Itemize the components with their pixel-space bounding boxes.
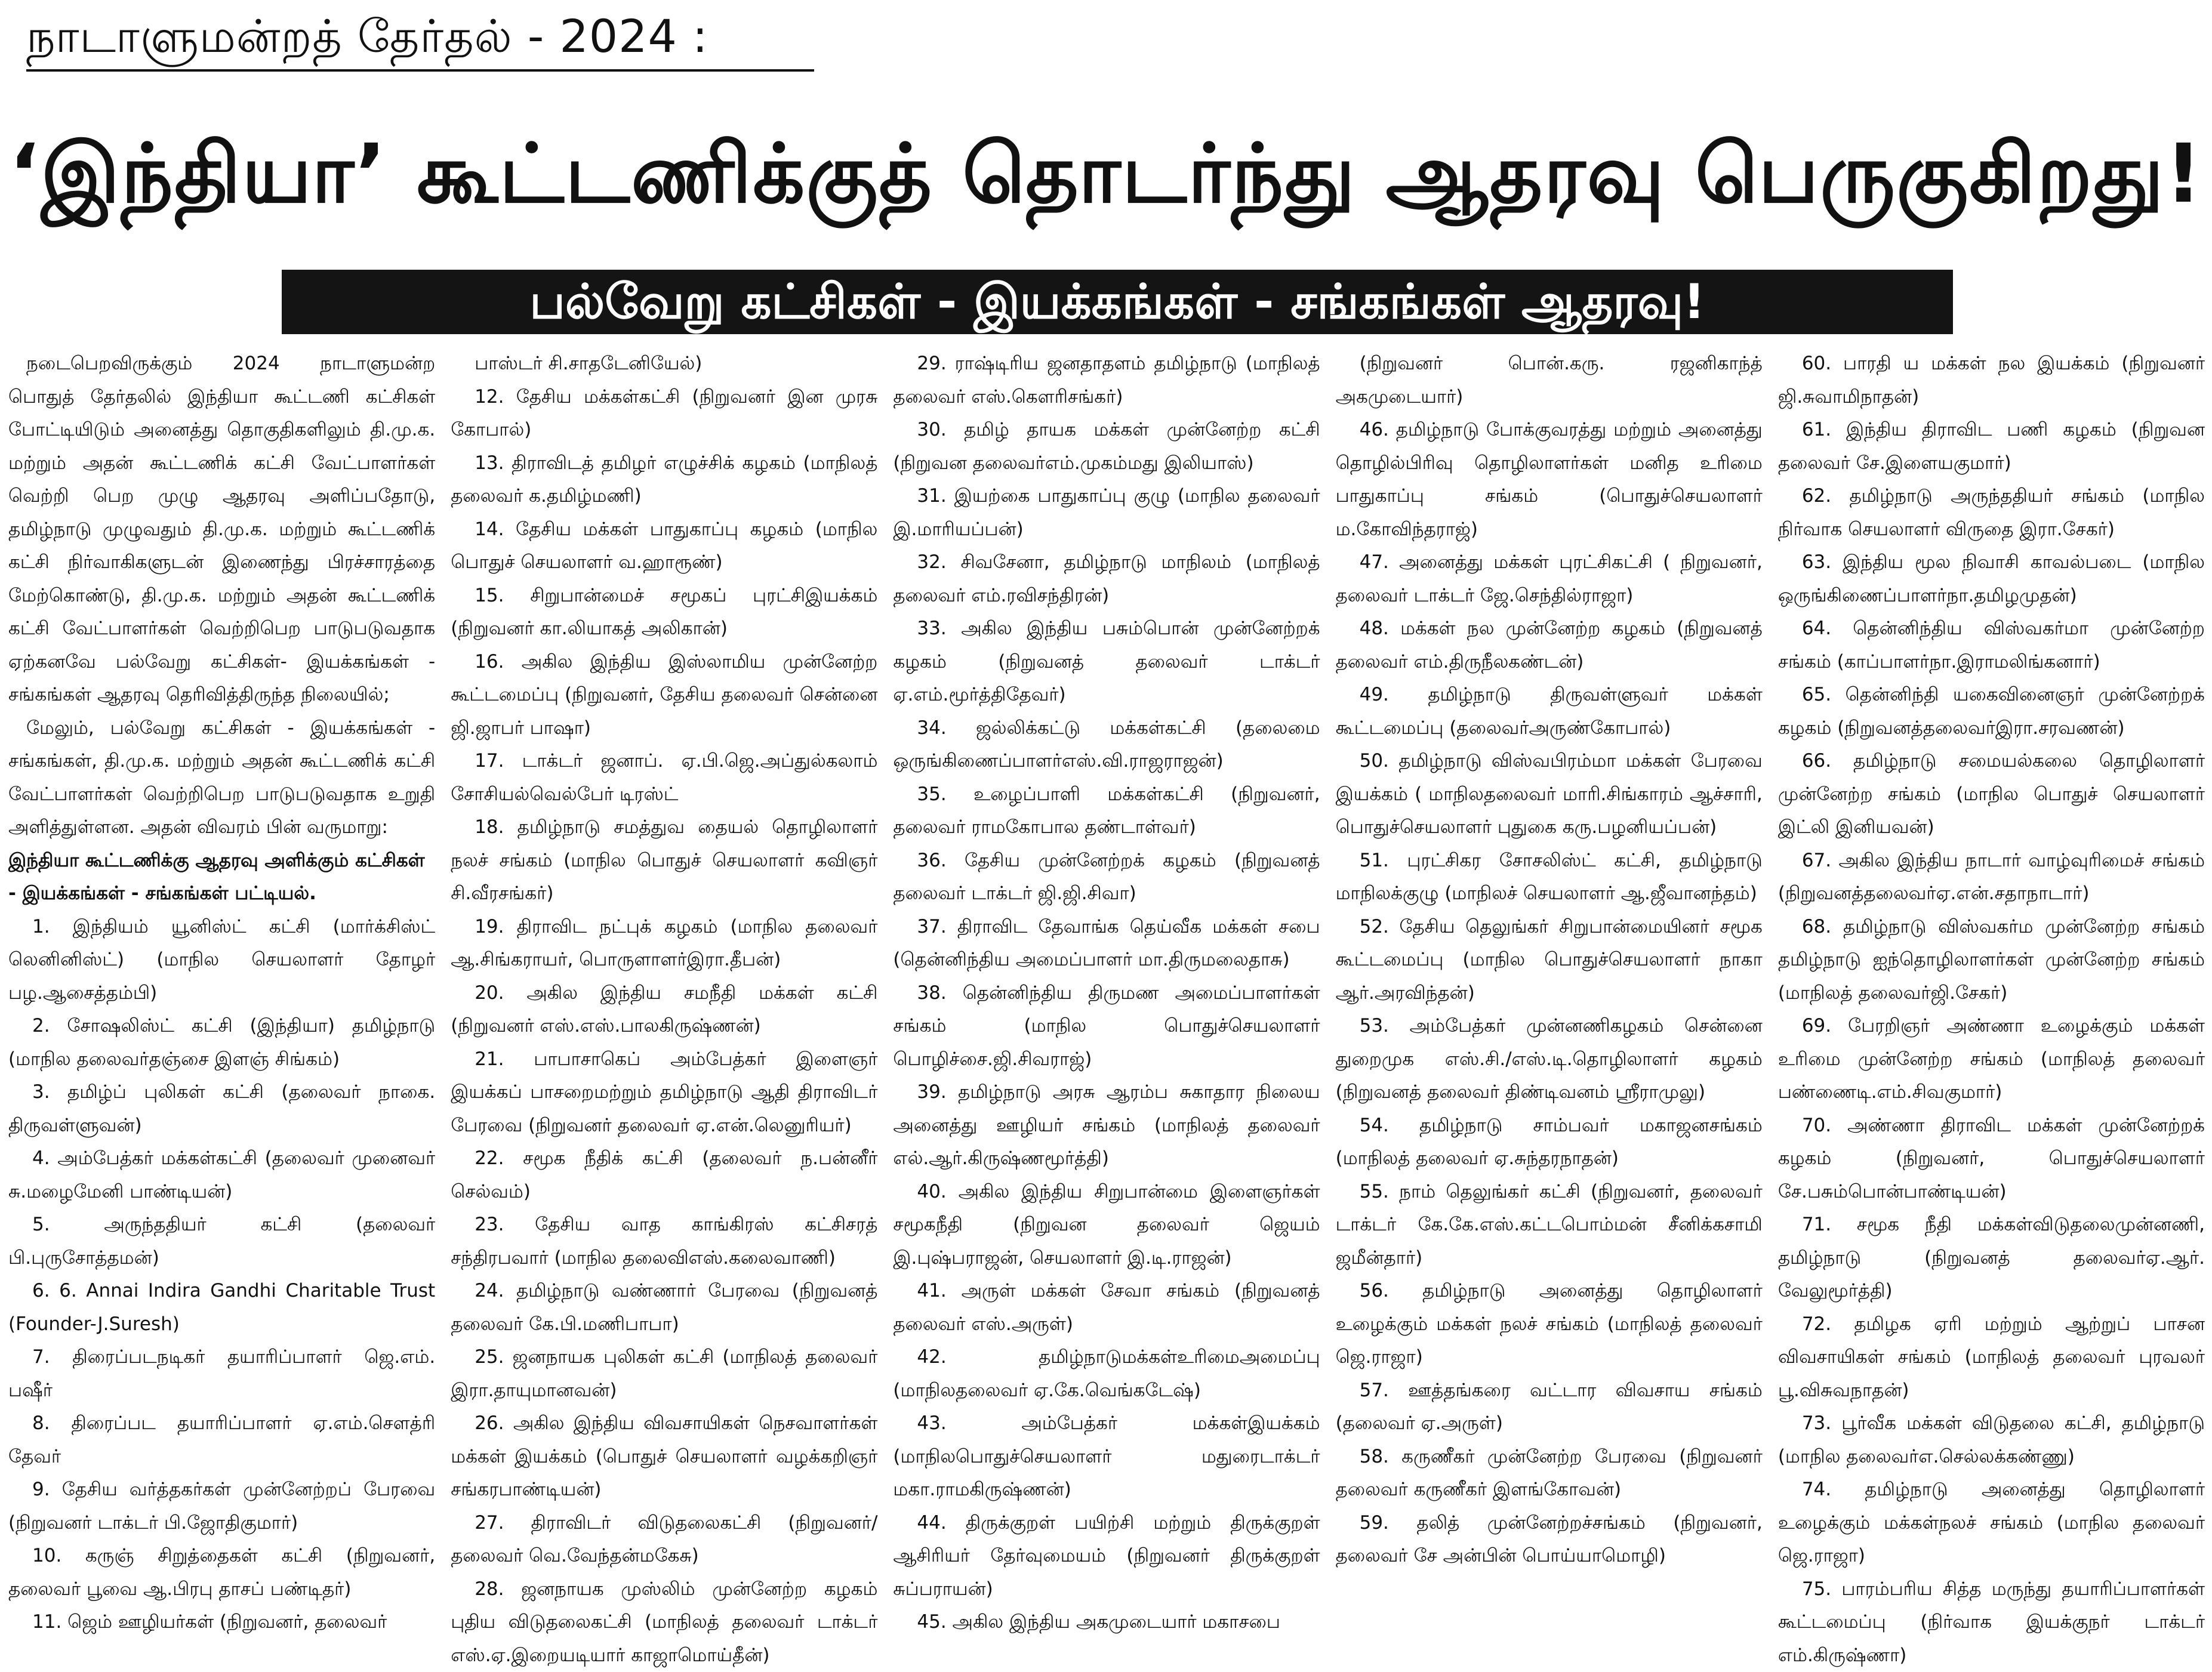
list-item: 35. உழைப்பாளி மக்கள்கட்சி (நிறுவனர், தலைவர் ராமகோபால தண்டாள்வர்) (893, 778, 1320, 844)
list-item: 20. அகில இந்திய சமநீதி மக்கள் கட்சி (நிறுவனர் எஸ்.எஸ்.பாலகிருஷ்ணன்) (451, 977, 877, 1043)
list-item: 62. தமிழ்நாடு அருந்ததியர் சங்கம் (மாநில நிர்வாக செயலாளர் விருதை இரா.சேகர்) (1778, 480, 2205, 546)
list-item: 9. தேசிய வர்த்தகர்கள் முன்னேற்றப் பேரவை (நிறுவனர் டாக்டர் பி.ஜோதிகுமார்) (8, 1473, 435, 1540)
list-item: 18. தமிழ்நாடு சமத்துவ தையல் தொழிலாளர் நலச் சங்கம் (மாநில பொதுச் செயலாளர் கவிஞர் சி.வீரசங்கர்) (451, 811, 877, 911)
list-item: 75. பாரம்பரிய சித்த மருந்து தயாரிப்பாளர்கள் கூட்டமைப்பு (நிர்வாக இயக்குநர் டாக்டர் எம்.கிருஷ்ணா) (1778, 1573, 2205, 1672)
list-item: பாஸ்டர் சி.சாதடேனியேல்) (451, 347, 877, 381)
list-item: 58. கருணீகர் முன்னேற்ற பேரவை (நிறுவனர் தலைவர் கருணீகர் இளங்கோவன்) (1336, 1440, 1763, 1507)
list-item: 66. தமிழ்நாடு சமையல்கலை தொழிலாளர் முன்னேற்ற சங்கம் (மாநில பொதுச் செயலாளர் இட்லி இனியவன்) (1778, 745, 2205, 844)
list-item: 45. அகில இந்திய அகமுடையார் மகாசபை (893, 1606, 1320, 1639)
article-column-2 (451, 347, 877, 1402)
list-item: 54. தமிழ்நாடு சாம்பவர் மகாஜனசங்கம் (மாநிலத் தலைவர் ஏ.சுந்தரநாதன்) (1336, 1109, 1763, 1176)
list-item: 50. தமிழ்நாடு விஸ்வபிரம்மா மக்கள் பேரவை இயக்கம் ( மாநிலதலைவர் மாரி.சிங்காரம் ஆச்சாரி, பொதுச்செயலாளர் புதுகை கரு.பழனியப்பன்) (1336, 745, 1763, 844)
list-item: 68. தமிழ்நாடு விஸ்வகர்ம முன்னேற்ற சங்கம் தமிழ்நாடு ஐந்தொழிலாளர்கள் முன்னேற்ற சங்கம் (மாநிலத் தலைவர்ஜி.சேகர்) (1778, 911, 2205, 1010)
list-item: 25. ஜனநாயக புலிகள் கட்சி (மாநிலத் தலைவர் இரா.தாயுமானவன்) (451, 1341, 877, 1407)
article-column-4 (1336, 347, 1763, 1402)
list-item: 71. சமூக நீதி மக்கள்விடுதலைமுன்னணி, தமிழ்நாடு (நிறுவனத் தலைவர்ஏ.ஆர். வேலுமூர்த்தி) (1778, 1208, 2205, 1308)
list-item: 57. ஊத்தங்கரை வட்டார விவசாய சங்கம் (தலைவர் ஏ.அருள்) (1336, 1374, 1763, 1440)
list-item: 65. தென்னிந்தி யகைவினைஞர் முன்னேற்றக் கழகம் (நிறுவனத்தலைவர்இரா.சரவணன்) (1778, 678, 2205, 745)
list-item: 30. தமிழ் தாயக மக்கள் முன்னேற்ற கட்சி (நிறுவன தலைவர்எம்.முகம்மது இலியாஸ்) (893, 414, 1320, 480)
list-items (1336, 347, 1763, 1573)
list-item: 67. அகில இந்திய நாடார் வாழ்வுரிமைச் சங்கம் (நிறுவனத்தலைவர்ஏ.என்.சதாநாடார்) (1778, 844, 2205, 911)
list-item: 10. கருஞ் சிறுத்தைகள் கட்சி (நிறுவனர், தலைவர் பூவை ஆ.பிரபு தாசப் பண்டிதர்) (8, 1540, 435, 1606)
list-item: 63. இந்திய மூல நிவாசி காவல்படை (மாநில ஒருங்கிணைப்பாளர்நா.தமிழமுதன்) (1778, 546, 2205, 612)
list-item: 31. இயற்கை பாதுகாப்பு குழு (மாநில தலைவர் இ.மாரியப்பன்) (893, 480, 1320, 546)
subheadline-banner: பல்வேறு கட்சிகள் - இயக்கங்கள் - சங்கங்கள் ஆதரவு! (282, 270, 1953, 334)
list-item: 52. தேசிய தெலுங்கர் சிறுபான்மையினர் சமூக கூட்டமைப்பு (மாநில பொதுச்செயலாளர் நாகா ஆர்.அரவிந்தன்) (1336, 911, 1763, 1010)
list-item: 5. அருந்ததியர் கட்சி (தலைவர் பி.புருசோத்தமன்) (8, 1208, 435, 1275)
list-item: 64. தென்னிந்திய விஸ்வகர்மா முன்னேற்ற சங்கம் (காப்பாளர்நா.இராமலிங்கனார்) (1778, 612, 2205, 678)
list-item: 29. ராஷ்டிரிய ஜனதாதளம் தமிழ்நாடு (மாநிலத் தலைவர் எஸ்.கௌரிசங்கர்) (893, 347, 1320, 414)
list-item: 23. தேசிய வாத காங்கிரஸ் கட்சிசரத் சந்திரபவார் (மாநில தலைவிஎஸ்.கலைவாணி) (451, 1208, 877, 1275)
list-item: 24. தமிழ்நாடு வண்ணார் பேரவை (நிறுவனத் தலைவர் கே.பி.மணிபாபா) (451, 1275, 877, 1341)
list-item: 73. பூர்வீக மக்கள் விடுதலை கட்சி, தமிழ்நாடு (மாநில தலைவர்எ.செல்லக்கண்ணு) (1778, 1407, 2205, 1473)
list-items (451, 347, 877, 1672)
list-item: 69. பேரறிஞர் அண்ணா உழைக்கும் மக்கள் உரிமை முன்னேற்ற சங்கம் (மாநிலத் தலைவர் பண்ணைடி.எம்.சிவகுமார்) (1778, 1010, 2205, 1109)
list-item: 15. சிறுபான்மைச் சமூகப் புரட்சிஇயக்கம் (நிறுவனர் கா.லியாகத் அலிகான்) (451, 579, 877, 646)
list-items (893, 347, 1320, 1639)
article-column-5 (1778, 347, 2205, 1402)
list-item: 39. தமிழ்நாடு அரசு ஆரம்ப சுகாதார நிலைய அனைத்து ஊழியர் சங்கம் (மாநிலத் தலைவர் எல்.ஆர்.கிருஷ்ணமூர்த்தி) (893, 1076, 1320, 1176)
list-items (8, 911, 435, 1639)
list-item: 55. நாம் தெலுங்கர் கட்சி (நிறுவனர், தலைவர் டாக்டர் கே.கே.எஸ்.கட்டபொம்மன் சீனிக்கசாமி ஜமீன்தார்) (1336, 1176, 1763, 1275)
headline: ‘இந்தியா’ கூட்டணிக்குத் தொடர்ந்து ஆதரவு பெருகுகிறது! (0, 73, 2212, 276)
list-item: 4. அம்பேத்கர் மக்கள்கட்சி (தலைவர் முனைவர் சு.மழைமேனி பாண்டியன்) (8, 1142, 435, 1208)
list-item: 60. பாரதி ய மக்கள் நல இயக்கம் (நிறுவனர் ஜி.சுவாமிநாதன்) (1778, 347, 2205, 414)
list-item: 74. தமிழ்நாடு அனைத்து தொழிலாளர் உழைக்கும் மக்கள்நலச் சங்கம் (மாநில தலைவர் ஜெ.ராஜா) (1778, 1473, 2205, 1573)
list-item: 53. அம்பேத்கர் முன்னணிகழகம் சென்னை துறைமுக எஸ்.சி./எஸ்.டி.தொழிலாளர் கழகம் (நிறுவனத் தலைவர் திண்டிவனம் ஸ்ரீராமுலு) (1336, 1010, 1763, 1109)
list-item: 51. புரட்சிகர சோசலிஸ்ட் கட்சி, தமிழ்நாடு மாநிலக்குழு (மாநிலச் செயலாளர் ஆ.ஜீவானந்தம்) (1336, 844, 1763, 911)
list-item: 19. திராவிட நட்புக் கழகம் (மாநில தலைவர் ஆ.சிங்கராயர், பொருளாளர்இரா.தீபன்) (451, 911, 877, 977)
list-item: 59. தலித் முன்னேற்றச்சங்கம் (நிறுவனர், தலைவர் சே அன்பின் பொய்யாமொழி) (1336, 1507, 1763, 1573)
intro-paragraph: மேலும், பல்வேறு கட்சிகள் - இயக்கங்கள் - சங்கங்கள், தி.மு.க. மற்றும் அதன் கூட்டணிக் கட்சி வேட்பாளர்கள் வெற்றிபெற பாடுபடுவதாக உறுதி அளித்துள்ளன. அதன் விவரம் பின் வருமாறு: (8, 712, 435, 844)
article-column-3 (893, 347, 1320, 1402)
list-item: 49. தமிழ்நாடு திருவள்ளுவர் மக்கள் கூட்டமைப்பு (தலைவர்அருண்கோபால்) (1336, 678, 1763, 745)
article-body (8, 347, 2205, 1402)
list-item: 38. தென்னிந்திய திருமண அமைப்பாளர்கள் சங்கம் (மாநில பொதுச்செயலாளர் பொழிச்சை.ஜி.சிவராஜ்) (893, 977, 1320, 1076)
list-title: இந்தியா கூட்டணிக்கு ஆதரவு அளிக்கும் கட்சிகள் - இயக்கங்கள் - சங்கங்கள் பட்டியல். (8, 844, 435, 911)
intro-paragraph: நடைபெறவிருக்கும் 2024 நாடாளுமன்ற பொதுத் தேர்தலில் இந்தியா கூட்டணி கட்சிகள் போட்டியிடும் அனைத்து தொகுதிகளிலும் தி.மு.க. மற்றும் அதன் கூட்டணிக் கட்சி வேட்பாளர்கள் வெற்றி பெற முழு ஆதரவு அளிப்பதோடு, தமிழ்நாடு முழுவதும் தி.மு.க. மற்றும் கூட்டணிக் கட்சி நிர்வாகிகளுடன் இணைந்து பிரச்சாரத்தை மேற்கொண்டு, தி.மு.க. மற்றும் அதன் கூட்டணிக் கட்சி வேட்பாளர்கள் வெற்றிபெற பாடுபடுவதாக ஏற்கனவே பல்வேறு கட்சிகள்- இயக்கங்கள் - சங்கங்கள் ஆதரவு தெரிவித்திருந்த நிலையில்; (8, 347, 435, 712)
list-item: (நிறுவனர் பொன்.கரு. ரஜனிகாந்த் அகமுடையார்) (1336, 347, 1763, 414)
list-item: 27. திராவிடர் விடுதலைகட்சி (நிறுவனர்/ தலைவர் வெ.வேந்தன்மகேசு) (451, 1507, 877, 1573)
list-item: 16. அகில இந்திய இஸ்லாமிய முன்னேற்ற கூட்டமைப்பு (நிறுவனர், தேசிய தலைவர் சென்னை ஜி.ஜாபர் பாஷா) (451, 646, 877, 745)
list-item: 41. அருள் மக்கள் சேவா சங்கம் (நிறுவனத் தலைவர் எஸ்.அருள்) (893, 1275, 1320, 1341)
list-item: 33. அகில இந்திய பசும்பொன் முன்னேற்றக் கழகம் (நிறுவனத் தலைவர் டாக்டர் ஏ.எம்.மூர்த்திதேவர்) (893, 612, 1320, 712)
list-item: 44. திருக்குறள் பயிற்சி மற்றும் திருக்குறள் ஆசிரியர் தேர்வுமையம் (நிறுவனர் திருக்குறள் சுப்பராயன்) (893, 1507, 1320, 1606)
list-item: 70. அண்ணா திராவிட மக்கள் முன்னேற்றக் கழகம் (நிறுவனர், பொதுச்செயலாளர் சே.பசும்பொன்பாண்டியன்) (1778, 1109, 2205, 1209)
list-item: 48. மக்கள் நல முன்னேற்ற கழகம் (நிறுவனத் தலைவர் எம்.திருநீலகண்டன்) (1336, 612, 1763, 678)
list-item: 1. இந்தியம் யூனிஸ்ட் கட்சி (மார்க்சிஸ்ட் லெனினிஸ்ட்) (மாநில செயலாளர் தோழர் பழ.ஆசைத்தம்பி) (8, 911, 435, 1010)
kicker-title: நாடாளுமன்றத் தேர்தல் - 2024 : (26, 4, 814, 72)
list-item: 42. தமிழ்நாடுமக்கள்உரிமைஅமைப்பு (மாநிலதலைவர் ஏ.கே.வெங்கடேஷ்) (893, 1341, 1320, 1407)
list-item: 37. திராவிட தேவாங்க தெய்வீக மக்கள் சபை (தென்னிந்திய அமைப்பாளர் மா.திருமலைதாசு) (893, 911, 1320, 977)
list-item: 56. தமிழ்நாடு அனைத்து தொழிலாளர் உழைக்கும் மக்கள் நலச் சங்கம் (மாநிலத் தலைவர் ஜெ.ராஜா) (1336, 1275, 1763, 1374)
list-items (1778, 347, 2205, 1672)
list-item: 11. ஜெம் ஊழியர்கள் (நிறுவனர், தலைவர் (8, 1606, 435, 1639)
list-item: 21. பாபாசாகெப் அம்பேத்கர் இளைஞர் இயக்கப் பாசறைமற்றும் தமிழ்நாடு ஆதி திராவிடர் பேரவை (நிறுவனர் தலைவர் ஏ.என்.லெனுரியர்) (451, 1043, 877, 1143)
list-item: 14. தேசிய மக்கள் பாதுகாப்பு கழகம் (மாநில பொதுச் செயலாளர் வ.ஹாரூண்) (451, 513, 877, 579)
list-item: 8. திரைப்பட தயாரிப்பாளர் ஏ.எம்.சௌத்ரி தேவர் (8, 1407, 435, 1473)
list-item: 32. சிவசேனா, தமிழ்நாடு மாநிலம் (மாநிலத் தலைவர் எம்.ரவிசந்திரன்) (893, 546, 1320, 612)
list-item: 3. தமிழ்ப் புலிகள் கட்சி (தலைவர் நாகை. திருவள்ளுவன்) (8, 1076, 435, 1142)
list-item: 28. ஜனநாயக முஸ்லிம் முன்னேற்ற கழகம் புதிய விடுதலைகட்சி (மாநிலத் தலைவர் டாக்டர் எஸ்.ஏ.இறையடியார் காஜாமொய்தீன்) (451, 1573, 877, 1672)
list-item: 47. அனைத்து மக்கள் புரட்சிகட்சி ( நிறுவனர், தலைவர் டாக்டர் ஜே.செந்தில்ராஜா) (1336, 546, 1763, 612)
list-item: 17. டாக்டர் ஜனாப். ஏ.பி.ஜெ.அப்துல்கலாம் சோசியல்வெல்பேர் டிரஸ்ட் (451, 745, 877, 811)
list-item: 43. அம்பேத்கர் மக்கள்இயக்கம் (மாநிலபொதுச்செயலாளர் மதுரைடாக்டர் மகா.ராமகிருஷ்ணன்) (893, 1407, 1320, 1507)
list-item: 26. அகில இந்திய விவசாயிகள் நெசவாளர்கள் மக்கள் இயக்கம் (பொதுச் செயலாளர் வழக்கறிஞர் சங்கரபாண்டியன்) (451, 1407, 877, 1507)
list-item: 2. சோஷலிஸ்ட் கட்சி (இந்தியா) தமிழ்நாடு (மாநில தலைவர்தஞ்சை இளஞ் சிங்கம்) (8, 1010, 435, 1076)
list-item: 72. தமிழக ஏரி மற்றும் ஆற்றுப் பாசன விவசாயிகள் சங்கம் (மாநிலத் தலைவர் புரவலர் பூ.விசுவநாதன்) (1778, 1308, 2205, 1408)
list-item: 36. தேசிய முன்னேற்றக் கழகம் (நிறுவனத் தலைவர் டாக்டர் ஜி.ஜி.சிவா) (893, 844, 1320, 911)
list-item: 46. தமிழ்நாடு போக்குவரத்து மற்றும் அனைத்து தொழில்பிரிவு தொழிலாளர்கள் மனித உரிமை பாதுகாப்பு சங்கம் (பொதுச்செயலாளர் ம.கோவிந்தராஜ்) (1336, 414, 1763, 546)
list-item: 34. ஜல்லிக்கட்டு மக்கள்கட்சி (தலைமை ஒருங்கிணைப்பாளர்எஸ்.வி.ராஜராஜன்) (893, 712, 1320, 778)
list-item: 7. திரைப்படநடிகர் தயாரிப்பாளர் ஜெ.எம். பஷீர் (8, 1341, 435, 1407)
list-item: 12. தேசிய மக்கள்கட்சி (நிறுவனர் இன முரசு கோபால்) (451, 381, 877, 447)
list-item: 61. இந்திய திராவிட பணி கழகம் (நிறுவன தலைவர் சே.இளையகுமார்) (1778, 414, 2205, 480)
list-item: 22. சமூக நீதிக் கட்சி (தலைவர் ந.பன்னீர் செல்வம்) (451, 1142, 877, 1208)
list-item: 40. அகில இந்திய சிறுபான்மை இளைஞர்கள் சமூகநீதி (நிறுவன தலைவர் ஜெயம் இ.புஷ்பராஜன், செயலாளர் இ.டி.ராஜன்) (893, 1176, 1320, 1275)
article-column-1 (8, 347, 435, 1402)
list-item: 6. 6. Annai Indira Gandhi Charitable Trust (Founder-J.Suresh) (8, 1275, 435, 1341)
list-item: 13. திராவிடத் தமிழர் எழுச்சிக் கழகம் (மாநிலத் தலைவர் க.தமிழ்மணி) (451, 447, 877, 513)
